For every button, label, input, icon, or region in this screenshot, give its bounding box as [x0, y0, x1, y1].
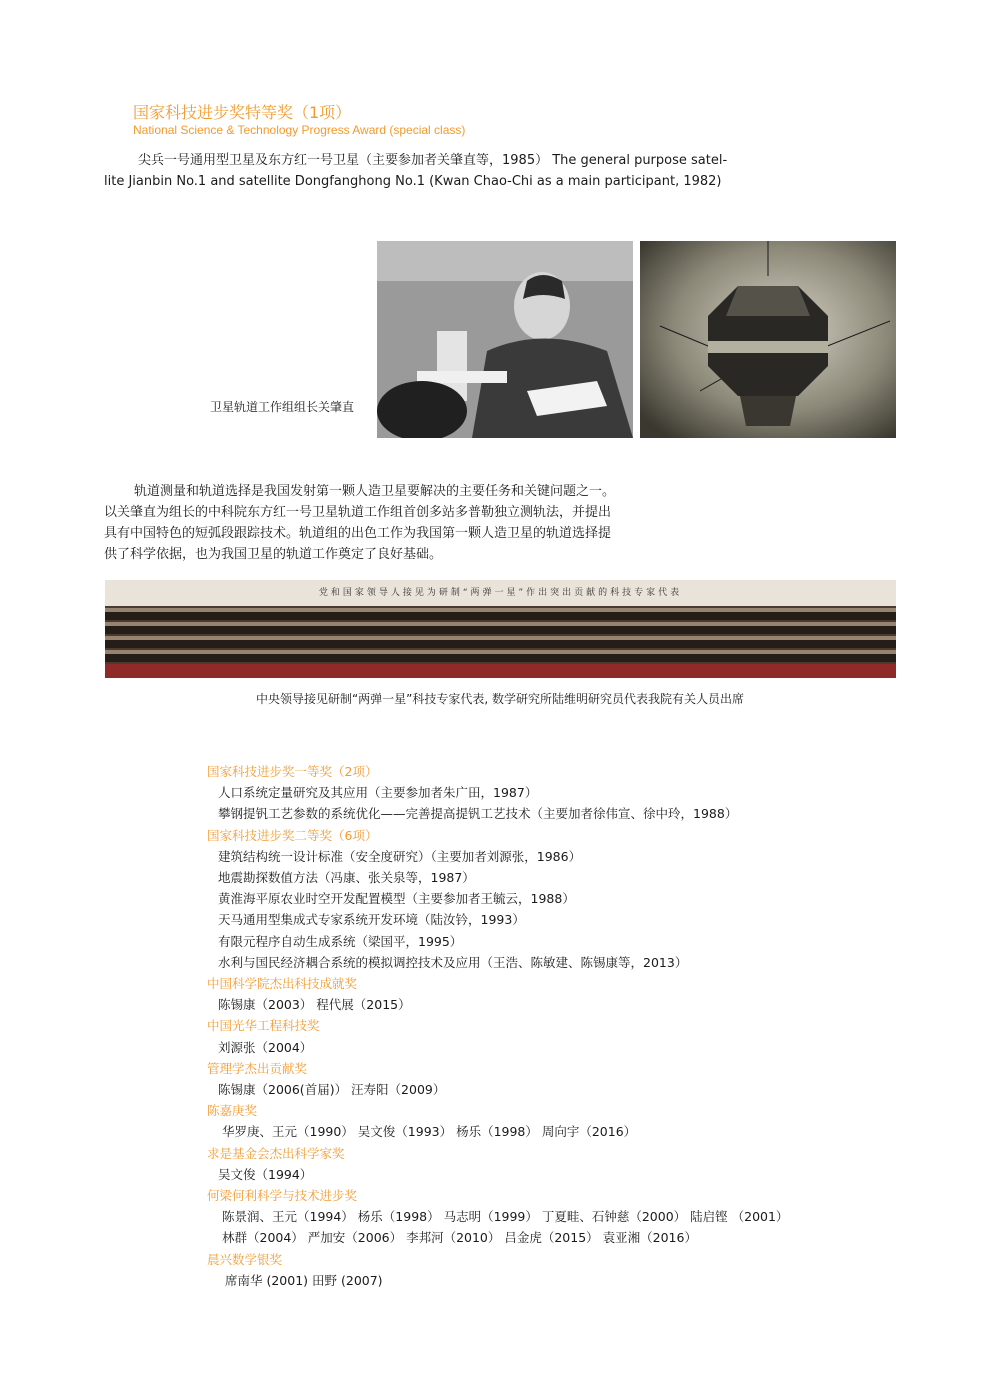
portrait-illustration [377, 241, 633, 438]
award-category-title: 晨兴数学银奖 [207, 1251, 283, 1267]
paragraph-line: 具有中国特色的短弧段跟踪技术。轨道组的出色工作为我国第一颗人造卫星的轨道选择提 [104, 526, 612, 541]
award-category-title: 中国科学院杰出科技成就奖 [207, 976, 358, 992]
intro-line-1: 尖兵一号通用型卫星及东方红一号卫星（主要参加者关肇直等，1985） The general purpose satel- [138, 153, 728, 168]
award-winners: 陈锡康（2006(首届)） 汪寿阳（2009） [218, 1082, 446, 1098]
award-winners: 华罗庚、王元（1990） 吴文俊（1993） 杨乐（1998） 周向宇（2016） [222, 1124, 637, 1140]
award-item: 黄淮海平原农业时空开发配置模型（主要参加者王毓云，1988） [218, 891, 575, 907]
award-category-title: 国家科技进步奖一等奖（2项） [207, 764, 378, 779]
award-item: 攀钢提钒工艺参数的系统优化——完善提高提钒工艺技术（主要加者徐伟宣、徐中玲，1988） [218, 806, 738, 822]
award-winners: 吴文俊（1994） [218, 1166, 313, 1182]
award-item: 地震勘探数值方法（冯康、张关泉等，1987） [218, 870, 475, 886]
paragraph-line: 轨道测量和轨道选择是我国发射第一颗人造卫星要解决的主要任务和关键问题之一。 [134, 484, 616, 499]
award-title-en: National Science & Technology Progress Award (special class) [133, 123, 466, 137]
satellite-photo [640, 241, 896, 438]
crowd-illustration [105, 606, 896, 678]
award-category-title: 求是基金会杰出科学家奖 [207, 1145, 345, 1161]
portrait-photo [377, 241, 633, 438]
award-category-title: 何梁何利科学与技术进步奖 [207, 1188, 358, 1204]
award-item: 人口系统定量研究及其应用（主要参加者朱广田，1987） [218, 785, 538, 801]
photo-caption: 卫星轨道工作组组长关肇直 [210, 400, 355, 414]
awards-list [207, 761, 788, 1291]
intro-text [104, 150, 764, 192]
group-photo-banner: 党和国家领导人接见为研制“两弹一星”作出突出贡献的科技专家代表 [105, 580, 896, 606]
award-winners: 陈景润、王元（1994） 杨乐（1998） 马志明（1999） 丁夏畦、石钟慈（2000） 陆启铿 （2001） [222, 1209, 789, 1225]
award-category-title: 中国光华工程科技奖 [207, 1018, 320, 1034]
award-item: 建筑结构统一设计标准（安全度研究）（主要加者刘源张，1986） [218, 848, 582, 864]
group-photo-caption: 中央领导接见研制“两弹一星”科技专家代表, 数学研究所陆维明研究员代表我院有关人员出席 [255, 692, 745, 706]
satellite-illustration [640, 241, 896, 438]
orbit-paragraph [104, 481, 684, 565]
award-item: 水利与国民经济耦合系统的模拟调控技术及应用（王浩、陈敏建、陈锡康等，2013） [218, 954, 688, 970]
award-category-title: 管理学杰出贡献奖 [207, 1060, 308, 1076]
award-winners: 刘源张（2004） [218, 1039, 313, 1055]
award-title-cn: 国家科技进步奖特等奖（1项） [133, 103, 352, 122]
award-winners: 陈锡康（2003） 程代展（2015） [218, 997, 411, 1013]
intro-line-2: lite Jianbin No.1 and satellite Dongfanghong No.1 (Kwan Chao-Chi as a main participant, 1982) [104, 174, 722, 189]
award-item: 有限元程序自动生成系统（梁国平，1995） [218, 933, 463, 949]
paragraph-line: 供了科学依据，也为我国卫星的轨道工作奠定了良好基础。 [104, 547, 443, 562]
group-photo [105, 580, 896, 678]
award-winners: 林群（2004） 严加安（2006） 李邦河（2010） 吕金虎（2015） 袁亚湘（2016） [222, 1230, 697, 1246]
paragraph-line: 以关肇直为组长的中科院东方红一号卫星轨道工作组首创多站多普勒独立测轨法，并提出 [104, 505, 612, 520]
award-item: 天马通用型集成式专家系统开发环境（陆汝钤，1993） [218, 912, 525, 928]
award-category-title: 国家科技进步奖二等奖（6项） [207, 827, 378, 843]
award-category-title: 陈嘉庚奖 [207, 1103, 258, 1119]
award-winners: 席南华 (2001) 田野 (2007) [225, 1272, 383, 1288]
